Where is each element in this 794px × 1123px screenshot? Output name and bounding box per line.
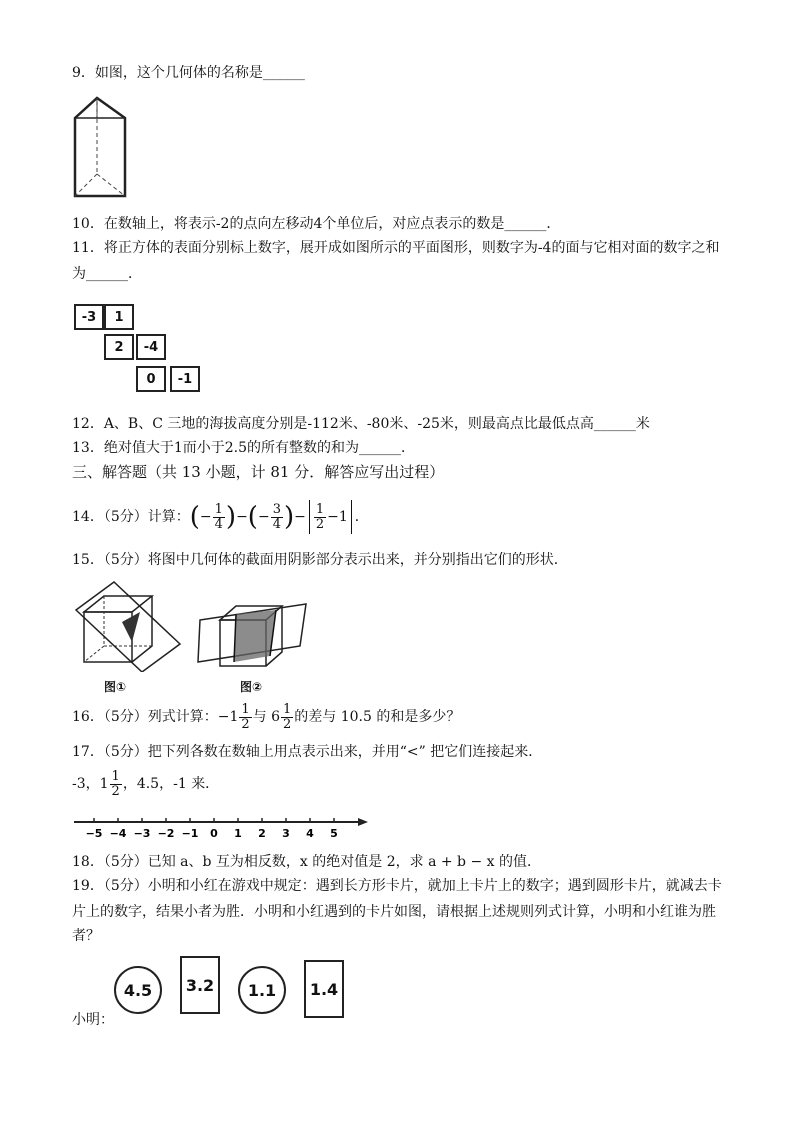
figure-caption-1: 图① (104, 680, 127, 694)
prism-figure (72, 96, 128, 200)
card-rectangle: 1.4 (304, 960, 344, 1018)
axis-tick-label: 1 (234, 827, 242, 840)
q16-suffix: 的差与 10.5 的和是多少？ (294, 709, 461, 725)
frac-num: 3 (272, 501, 281, 517)
q12-text: 12．A、B、C 三地的海拔高度分别是-112米、-80米、-25米，则最高点比最低点高______米 (72, 416, 650, 432)
q19-line2: 片上的数字，结果小者为胜．小明和小红遇到的卡片如图，请根据上述规则列式计算，小明和小红谁为胜 (72, 904, 716, 920)
frac-num: 1 (283, 701, 292, 717)
axis-tick-label: −3 (133, 827, 151, 840)
frac-num: 1 (214, 501, 223, 517)
axis-tick-label: 2 (258, 827, 266, 840)
net-cell: -4 (136, 334, 166, 360)
frac-den: 2 (111, 783, 120, 799)
axis-tick-label: 5 (330, 827, 338, 840)
section-title: 三、解答题（共 13 小题，计 81 分．解答应写出过程） (72, 463, 445, 481)
frac-den: 2 (283, 716, 292, 732)
axis-tick-label: −1 (181, 827, 199, 840)
q14-suffix: ． (354, 509, 369, 525)
q11-line2: 为______． (72, 266, 142, 282)
net-cell: 2 (104, 334, 134, 360)
card-circle: 1.1 (238, 966, 286, 1014)
q11-line1: 11．将正方体的表面分别标上数字，展开成如图所示的平面图形，则数字为-4的面与它相对面的数字之和 (72, 240, 720, 256)
q10-text: 10．在数轴上，将表示-2的点向左移动4个单位后，对应点表示的数是______． (72, 216, 561, 232)
q18-text: 18．（5分）已知 a、b 互为相反数，x 的绝对值是 2，求 a + b − x 的值． (72, 854, 541, 870)
card-circle: 4.5 (114, 966, 162, 1014)
axis-tick-label: 0 (210, 827, 218, 840)
q19-line1: 19．（5分）小明和小红在游戏中规定：遇到长方形卡片，就加上卡片上的数字；遇到圆形卡片，就减去卡 (72, 878, 722, 894)
frac-num: 1 (315, 501, 325, 517)
frac-den: 2 (315, 516, 325, 532)
q16-expression (72, 700, 460, 734)
q9-text: 9．如图，这个几何体的名称是______ (72, 65, 305, 81)
net-cell: 0 (136, 366, 166, 392)
q16-mid: 与 6 (252, 709, 280, 725)
q13-text: 13．绝对值大于1而小于2.5的所有整数的和为______． (72, 440, 415, 456)
q14-expression: 14．（5分）计算：(− $\frac{1}{4}$ )−(− $\frac{3}{4}$ )− $\frac{1}{2}$ −1 ． (72, 501, 369, 532)
frac-den: 4 (272, 516, 281, 532)
card-rectangle: 3.2 (180, 956, 220, 1014)
net-cell: -1 (170, 366, 200, 392)
section-figure-2 (196, 600, 308, 672)
q17-text: 17．（5分）把下列各数在数轴上用点表示出来，并用“<” 把它们连接起来． (72, 744, 543, 760)
frac-den: 2 (241, 716, 250, 732)
section-figure-1 (74, 580, 184, 672)
q17-nums-prefix: -3，1 (72, 776, 109, 792)
axis-tick-label: −2 (157, 827, 175, 840)
axis-tick-label: −4 (109, 827, 127, 840)
q17-nums-suffix: ，4.5，-1 来． (122, 776, 220, 792)
frac-num: 1 (111, 768, 120, 784)
number-line (72, 812, 372, 842)
q17-numbers (72, 766, 219, 802)
q19-line3: 者？ (72, 928, 100, 944)
q19-label: 小明： (72, 1012, 114, 1028)
net-cell: -3 (74, 304, 104, 330)
q16-prefix: 16．（5分）列式计算：−1 (72, 709, 239, 725)
q14-prefix: 14．（5分）计算： (72, 509, 190, 525)
figure-caption-2: 图② (240, 680, 263, 694)
axis-tick-label: 4 (306, 827, 314, 840)
axis-tick-label: −5 (85, 827, 103, 840)
net-cell: 1 (104, 304, 134, 330)
frac-num: 1 (241, 701, 250, 717)
q15-text: 15．（5分）将图中几何体的截面用阴影部分表示出来，并分别指出它们的形状． (72, 552, 568, 568)
frac-den: 4 (214, 516, 223, 532)
axis-tick-label: 3 (282, 827, 290, 840)
